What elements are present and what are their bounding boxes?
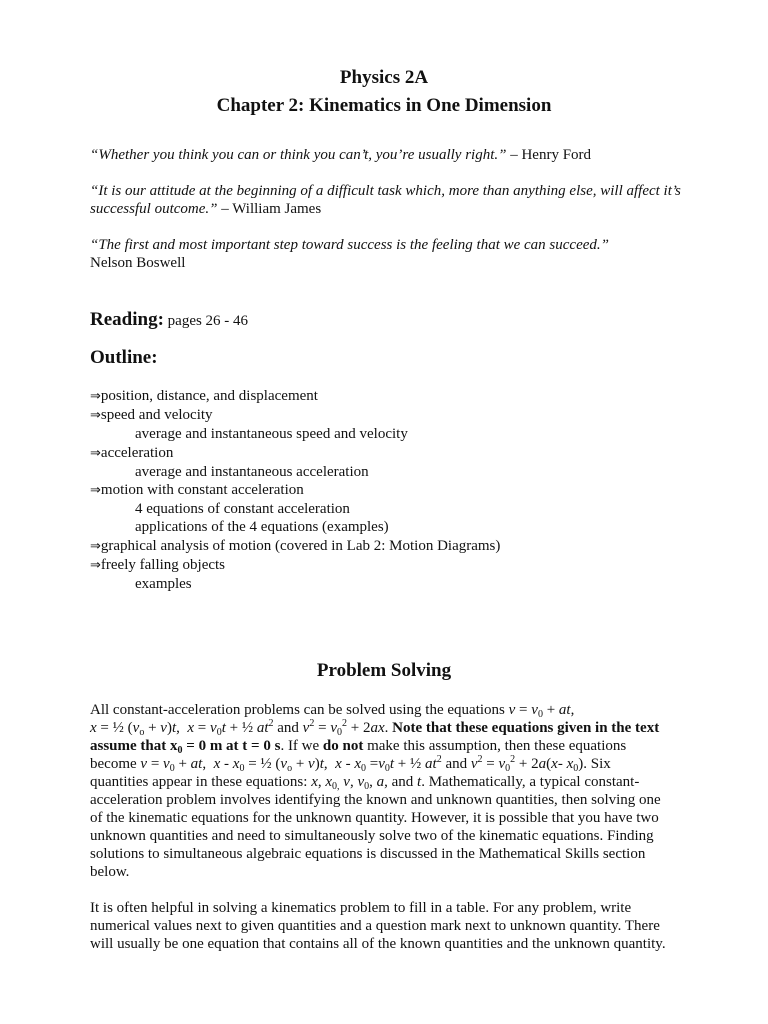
outline-item-text: motion with constant acceleration [100,482,304,499]
arrow-icon: ⇒ [90,408,101,424]
outline-subitem: average and instantaneous acceleration [135,463,369,480]
reading-line [90,309,248,331]
problem-solving-heading: Problem Solving [316,660,452,681]
quote [90,236,690,272]
reading-label: Reading: [90,309,164,330]
paragraph-line: will usually be one equation that contains all of the known quantities and the unknown quantity. [90,936,666,952]
quote [90,146,690,164]
paragraph-line: It is often helpful in solving a kinematics problem to fill in a table. For any problem, write [90,900,632,916]
outline-subitem: applications of the 4 equations (examples) [135,519,389,536]
quote-author: – William James [217,201,322,217]
outline-list [90,387,690,593]
quote-text: “It is our attitude at the beginning of a difficult task which, more than anything else, will affect it’s successful outcome.” [90,183,681,217]
outline-item [90,537,690,556]
arrow-icon: ⇒ [90,538,101,554]
quote-author: – Henry Ford [506,147,592,163]
quotes-section [90,146,690,290]
outline-item [90,444,690,463]
outline-item-text: graphical analysis of motion (covered in Lab 2: Motion Diagrams) [100,537,501,554]
outline-item [90,481,690,500]
outline-item-text: freely falling objects [100,556,226,573]
arrow-icon: ⇒ [90,557,101,573]
table-tip-paragraph [90,899,672,953]
quote-author: Nelson Boswell [90,255,186,271]
outline-item-text: acceleration [100,444,174,461]
document-title [0,64,768,120]
arrow-icon: ⇒ [90,483,101,499]
chapter-title: Chapter 2: Kinematics in One Dimension [216,95,552,116]
reading-pages: pages 26 - 46 [167,313,249,329]
outline-item [90,556,690,575]
paragraph-line: numerical values next to given quantities and a question mark next to unknown quantity. There [90,918,660,934]
outline-subitem: average and instantaneous speed and velocity [135,426,408,443]
arrow-icon: ⇒ [90,445,101,461]
outline-item [90,387,690,406]
outline-item [90,406,690,425]
quote-text: “Whether you think you can or think you can’t, you’re usually right.” [90,147,507,163]
quote [90,182,690,218]
arrow-icon: ⇒ [90,389,101,404]
outline-subitem: examples [135,576,192,593]
outline-heading: Outline: [90,347,158,368]
problem-solving-paragraph: All constant-acceleration problems can be solved using the equations $v = v_0$ + at, x = ½ $(v_o + v)t$, $x = v_0t$ + ½ $at^2$ and $v^2 = v_0^2 + 2ax$. Note that these equations given in the text assume that $x_0 = 0$ m at t = 0 s. If we do not make this assumption, then these equations become $v = v_0$ + at, x - $x_0$ = ½ $(v_o + v)t$, $x - x_0 =v_0t$ + ½ $at^2$ and $v^2 = v_0^2 + 2a(x-$ $x_0$). Six quantities appear in these equations: x, $x_{0,}$ v, $v_0$, a, and t. Mathematically, a typical constant- acceleration problem involves identifying the known and unknown quantities, then solving one of the kinematic equations for the unknown quantity. However, it is possible that you have two unknown quantities and need to simultaneously solve two of the kinematic equations. Finding solutions to simultaneous algebraic equations is discussed in the Mathematical Skills section below. [90,702,661,880]
quote-text: “The first and most important step toward success is the feeling that we can succeed.” [90,237,609,253]
course-title: Physics 2A [339,67,429,88]
outline-subitem: 4 equations of constant acceleration [135,501,350,518]
outline-item-text: position, distance, and displacement [100,388,318,404]
outline-item-text: speed and velocity [100,407,213,424]
